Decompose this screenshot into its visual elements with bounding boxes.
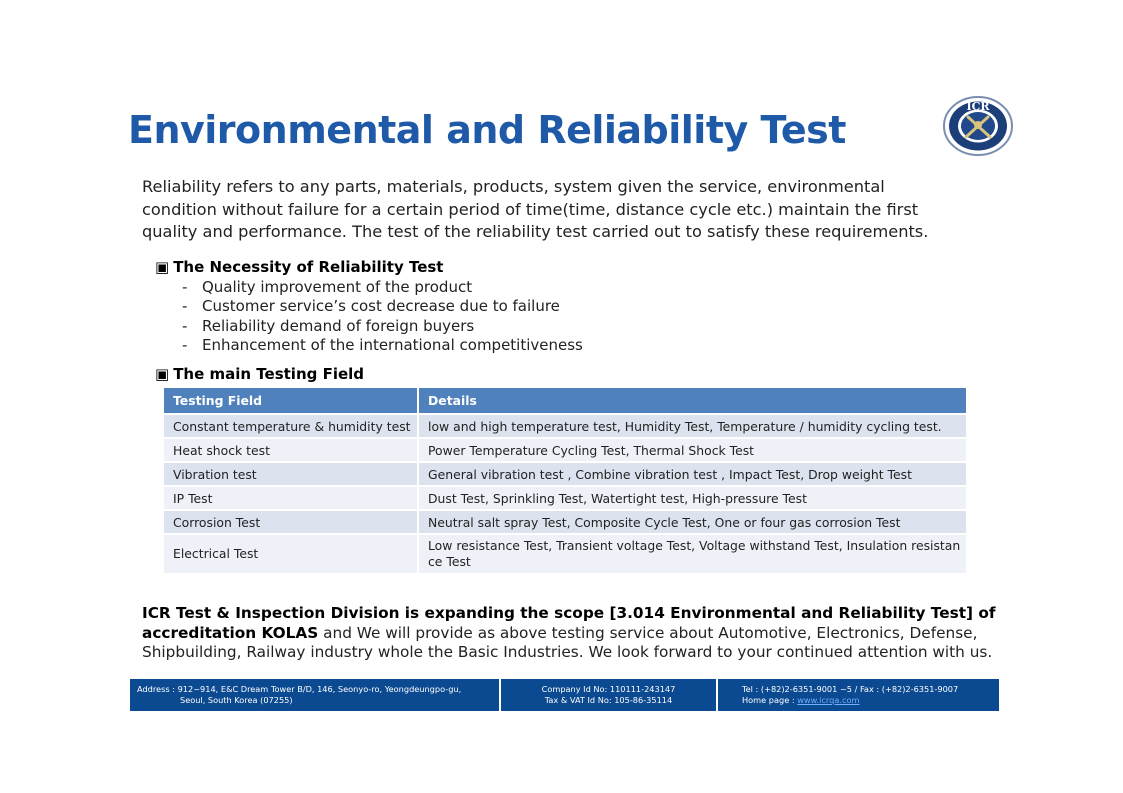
logo-letters: ICR	[966, 100, 990, 113]
details-cell: General vibration test , Combine vibration test , Impact Test, Drop weight Test	[419, 461, 966, 485]
dash-bullet: -	[182, 297, 188, 316]
section-marker-icon: ▣	[155, 365, 170, 383]
footer-company-ids	[501, 679, 716, 711]
closing-bold-text: ICR Test & Inspection Division is expanding the scope [3.014 Environmental and Reliability Test] of	[142, 604, 996, 622]
details-cell: Power Temperature Cycling Test, Thermal Shock Test	[419, 437, 966, 461]
footer-address	[130, 679, 499, 711]
table-row	[164, 413, 966, 437]
testing-field-table	[164, 388, 966, 573]
details-cell	[419, 533, 966, 573]
address-line: Seoul, South Korea (07255)	[180, 695, 293, 705]
closing-bold-text: accreditation KOLAS	[142, 623, 319, 642]
intro-line: Reliability refers to any parts, materials, products, system given the service, environmental	[142, 177, 885, 196]
details-cell: low and high temperature test, Humidity Test, Temperature / humidity cycling test.	[419, 413, 966, 437]
dash-bullet: -	[182, 335, 188, 354]
address-line: Address : 912~914, E&C Dream Tower B/D, 146, Seonyo-ro, Yeongdeungpo-gu,	[137, 684, 462, 694]
tel-fax: Tel : (+82)2-6351-9001 ~5 / Fax : (+82)2-6351-9007	[742, 684, 959, 694]
necessity-list	[182, 278, 583, 355]
column-header-details: Details	[419, 388, 966, 413]
column-header-testing-field: Testing Field	[164, 388, 419, 413]
home-page-link[interactable]: www.icrqa.com	[797, 695, 860, 705]
section-marker-icon: ▣	[155, 258, 170, 276]
list-item-text: Quality improvement of the product	[202, 278, 473, 296]
testing-heading-text: The main Testing Field	[173, 365, 365, 383]
testing-field-cell: Constant temperature & humidity test	[164, 413, 419, 437]
intro-line: condition without failure for a certain period of time(time, distance cycle etc.) maintain the first	[142, 199, 919, 219]
list-item-text: Customer service’s cost decrease due to failure	[202, 297, 560, 316]
testing-field-cell: Corrosion Test	[164, 509, 419, 533]
dash-bullet: -	[182, 316, 188, 335]
list-item	[182, 297, 583, 316]
table-row	[164, 509, 966, 533]
intro-line: quality and performance. The test of the reliability test carried out to satisfy these requirements.	[142, 222, 929, 241]
table-row	[164, 461, 966, 485]
closing-paragraph	[142, 604, 996, 663]
company-id: Company Id No: 110111-243147	[541, 684, 676, 694]
dash-bullet: -	[182, 278, 188, 296]
list-item-text: Enhancement of the international competitiveness	[202, 335, 583, 354]
table-row	[164, 437, 966, 461]
testing-field-cell: Vibration test	[164, 461, 419, 485]
footer-contact	[718, 679, 999, 711]
list-item	[182, 317, 583, 336]
closing-text: and We will provide as above testing service about Automotive, Electronics, Defense,	[318, 623, 978, 642]
table-row	[164, 485, 966, 509]
testing-field-cell: Electrical Test	[164, 533, 419, 573]
tax-id: Tax & VAT Id No: 105-86-35114	[544, 695, 673, 705]
details-line: ce Test	[428, 554, 471, 569]
necessity-heading	[155, 258, 443, 276]
testing-heading	[155, 365, 364, 383]
list-item	[182, 278, 583, 297]
list-item-text: Reliability demand of foreign buyers	[202, 316, 475, 335]
home-page-label: Home page :	[742, 695, 798, 705]
details-cell: Dust Test, Sprinkling Test, Watertight test, High-pressure Test	[419, 485, 966, 509]
details-cell: Neutral salt spray Test, Composite Cycle Test, One or four gas corrosion Test	[419, 509, 966, 533]
page-title: Environmental and Reliability Test	[128, 108, 846, 152]
icr-logo	[942, 95, 1014, 157]
necessity-heading-text: The Necessity of Reliability Test	[173, 258, 444, 276]
table-row	[164, 533, 966, 573]
footer-bar	[130, 679, 999, 711]
closing-text: Shipbuilding, Railway industry whole the Basic Industries. We look forward to your continued attention with us.	[142, 643, 993, 661]
testing-field-cell: Heat shock test	[164, 437, 419, 461]
list-item	[182, 336, 583, 355]
details-line: Low resistance Test, Transient voltage Test, Voltage withstand Test, Insulation resistan	[428, 538, 961, 553]
testing-field-cell: IP Test	[164, 485, 419, 509]
intro-paragraph	[142, 176, 982, 244]
